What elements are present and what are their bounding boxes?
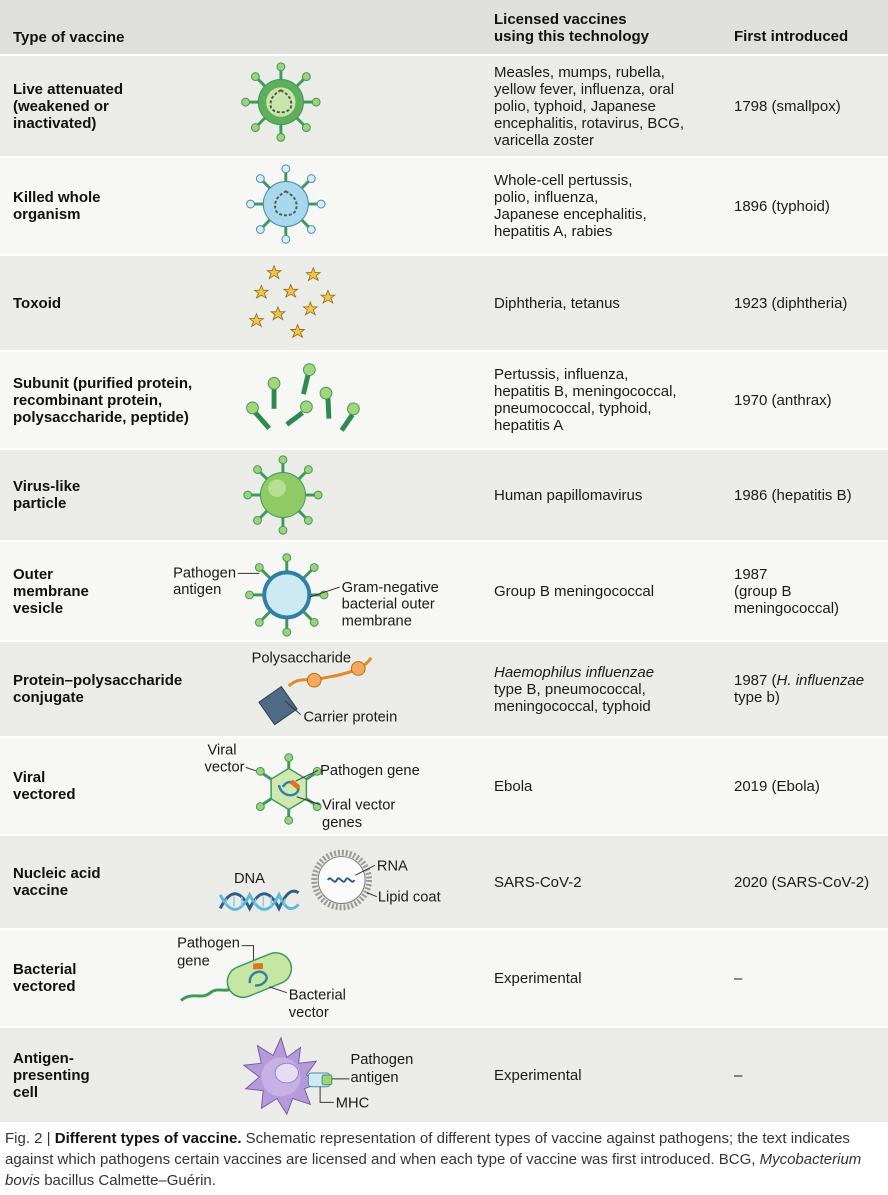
viral-vector-icon [160, 738, 490, 834]
mhc-label: MHC [335, 1095, 370, 1112]
table-row [0, 56, 888, 158]
table-header [0, 0, 888, 56]
figure-caption [5, 1128, 883, 1191]
vaccine-type: Killed whole organism [13, 189, 101, 223]
viral-vector-genes-label: genes [322, 815, 363, 832]
table-row [0, 1028, 888, 1124]
viral-vector-label: vector [204, 759, 245, 776]
licensed-vaccines: Experimental [494, 1066, 582, 1084]
lipid-coat-label: Lipid coat [377, 889, 441, 906]
first-introduced: 1923 (diphtheria) [734, 294, 848, 312]
table-row [0, 738, 888, 836]
first-introduced: – [734, 1066, 743, 1084]
rna-label: RNA [376, 858, 408, 875]
header-licensed-line1: Licensed vaccines [494, 11, 627, 28]
first-introduced: 1798 (smallpox) [734, 97, 841, 115]
licensed-vaccines: SARS-CoV-2 [494, 873, 582, 891]
viral-vector-label: Viral [207, 742, 237, 759]
first-introduced: 1987 (H. influenzae type b) [734, 672, 865, 706]
header-first: First introduced [734, 28, 849, 45]
licensed-vaccines: Whole-cell pertussis, polio, influenza, Japanese encephalitis, hepatitis A, rabies [494, 172, 647, 240]
vaccine-type: Bacterial vectored [13, 961, 77, 995]
membrane-label: membrane [341, 613, 412, 630]
vaccine-type: Toxoid [13, 294, 62, 312]
carrier-protein-label: Carrier protein [303, 709, 398, 726]
table-row [0, 642, 888, 738]
first-introduced: 1986 (hepatitis B) [734, 486, 852, 504]
conjugate-icon [160, 642, 490, 736]
table-row [0, 930, 888, 1028]
header-licensed-line2: using this technology [494, 28, 650, 45]
pathogen-antigen-label: Pathogen [350, 1052, 414, 1069]
vaccine-type: Subunit (purified protein, recombinant protein, polysaccharide, peptide) [13, 374, 193, 426]
pathogen-antigen-label: antigen [173, 581, 222, 598]
pathogen-gene-label: Pathogen [177, 935, 240, 952]
first-introduced: 1896 (typhoid) [734, 197, 830, 215]
licensed-vaccines: Haemophilus influenzae type B, pneumococcal, meningococcal, typhoid [494, 663, 655, 715]
vaccine-type: Nucleic acid vaccine [13, 865, 101, 899]
bacterial-vector-icon [160, 930, 490, 1026]
licensed-vaccines: Diphtheria, tetanus [494, 294, 620, 312]
pathogen-antigen-label: Pathogen [173, 565, 236, 582]
nucleic-acid-icon [160, 836, 490, 928]
first-introduced: – [734, 969, 743, 987]
vaccine-type: Antigen- presenting cell [13, 1049, 90, 1101]
live-attenuated-virus-icon [160, 56, 490, 156]
licensed-vaccines: Ebola [494, 777, 533, 795]
licensed-vaccines: Measles, mumps, rubella, yellow fever, influenza, oral polio, typhoid, Japanese encephalitis, rotavirus, BCG, varicella zoster [494, 63, 685, 149]
table-row [0, 836, 888, 930]
subunit-proteins-icon [160, 352, 490, 448]
virus-like-particle-icon [160, 450, 490, 540]
caption-italic: Mycobacterium bovis [5, 1151, 862, 1189]
figure-number: Fig. 2 | [5, 1130, 51, 1147]
caption-text: Schematic representation of different types of vaccine against pathogens; the text indicates against which pathogens certain vaccines are licensed and when each type of vaccine was first introduced. BCG, [5, 1130, 850, 1168]
table-row [0, 542, 888, 642]
antigen-presenting-cell-icon [160, 1028, 490, 1122]
vaccine-type: Virus-like particle [13, 478, 81, 512]
lipid-nanoparticle-icon [314, 853, 369, 908]
outer-membrane-vesicle-icon [160, 542, 490, 640]
figure-title: Different types of vaccine. [54, 1130, 242, 1147]
licensed-vaccines: Human papillomavirus [494, 486, 643, 504]
first-introduced: 1987 (group B meningococcal) [734, 565, 840, 617]
table-row [0, 158, 888, 256]
toxoid-stars-icon [160, 256, 490, 350]
first-introduced: 1970 (anthrax) [734, 391, 832, 409]
dna-helix-icon [220, 891, 298, 909]
dna-label: DNA [233, 870, 265, 887]
first-introduced: 2020 (SARS-CoV-2) [734, 873, 870, 891]
bacterial-vector-label: vector [288, 1005, 329, 1022]
pathogen-gene-label: Pathogen gene [320, 763, 420, 780]
bacterial-vector-label: Bacterial [288, 987, 346, 1004]
licensed-vaccines: Experimental [494, 969, 582, 987]
licensed-vaccines: Group B meningococcal [494, 582, 655, 600]
pathogen-antigen-label: antigen [350, 1069, 399, 1086]
killed-virus-icon [160, 158, 490, 254]
viral-vector-genes-label: Viral vector [322, 797, 396, 814]
table-row [0, 256, 888, 352]
vaccine-type: Live attenuated (weakened or inactivated) [13, 80, 124, 132]
licensed-vaccines: Pertussis, influenza, hepatitis B, meningococcal, pneumococcal, typhoid, hepatitis A [494, 366, 677, 434]
first-introduced: 2019 (Ebola) [734, 777, 820, 795]
vaccine-type: Outer membrane vesicle [13, 565, 89, 617]
header-type: Type of vaccine [13, 29, 125, 46]
polysaccharide-label: Polysaccharide [251, 650, 352, 667]
vaccine-type: Protein–polysaccharide conjugate [13, 672, 183, 706]
pathogen-gene-label: gene [177, 953, 210, 970]
table-row [0, 352, 888, 450]
membrane-label: Gram-negative [341, 579, 439, 596]
table-row [0, 450, 888, 542]
vaccine-type: Viral vectored [13, 769, 76, 803]
caption-text-end: bacillus Calmette–Guérin. [40, 1172, 216, 1189]
membrane-label: bacterial outer [341, 596, 435, 613]
